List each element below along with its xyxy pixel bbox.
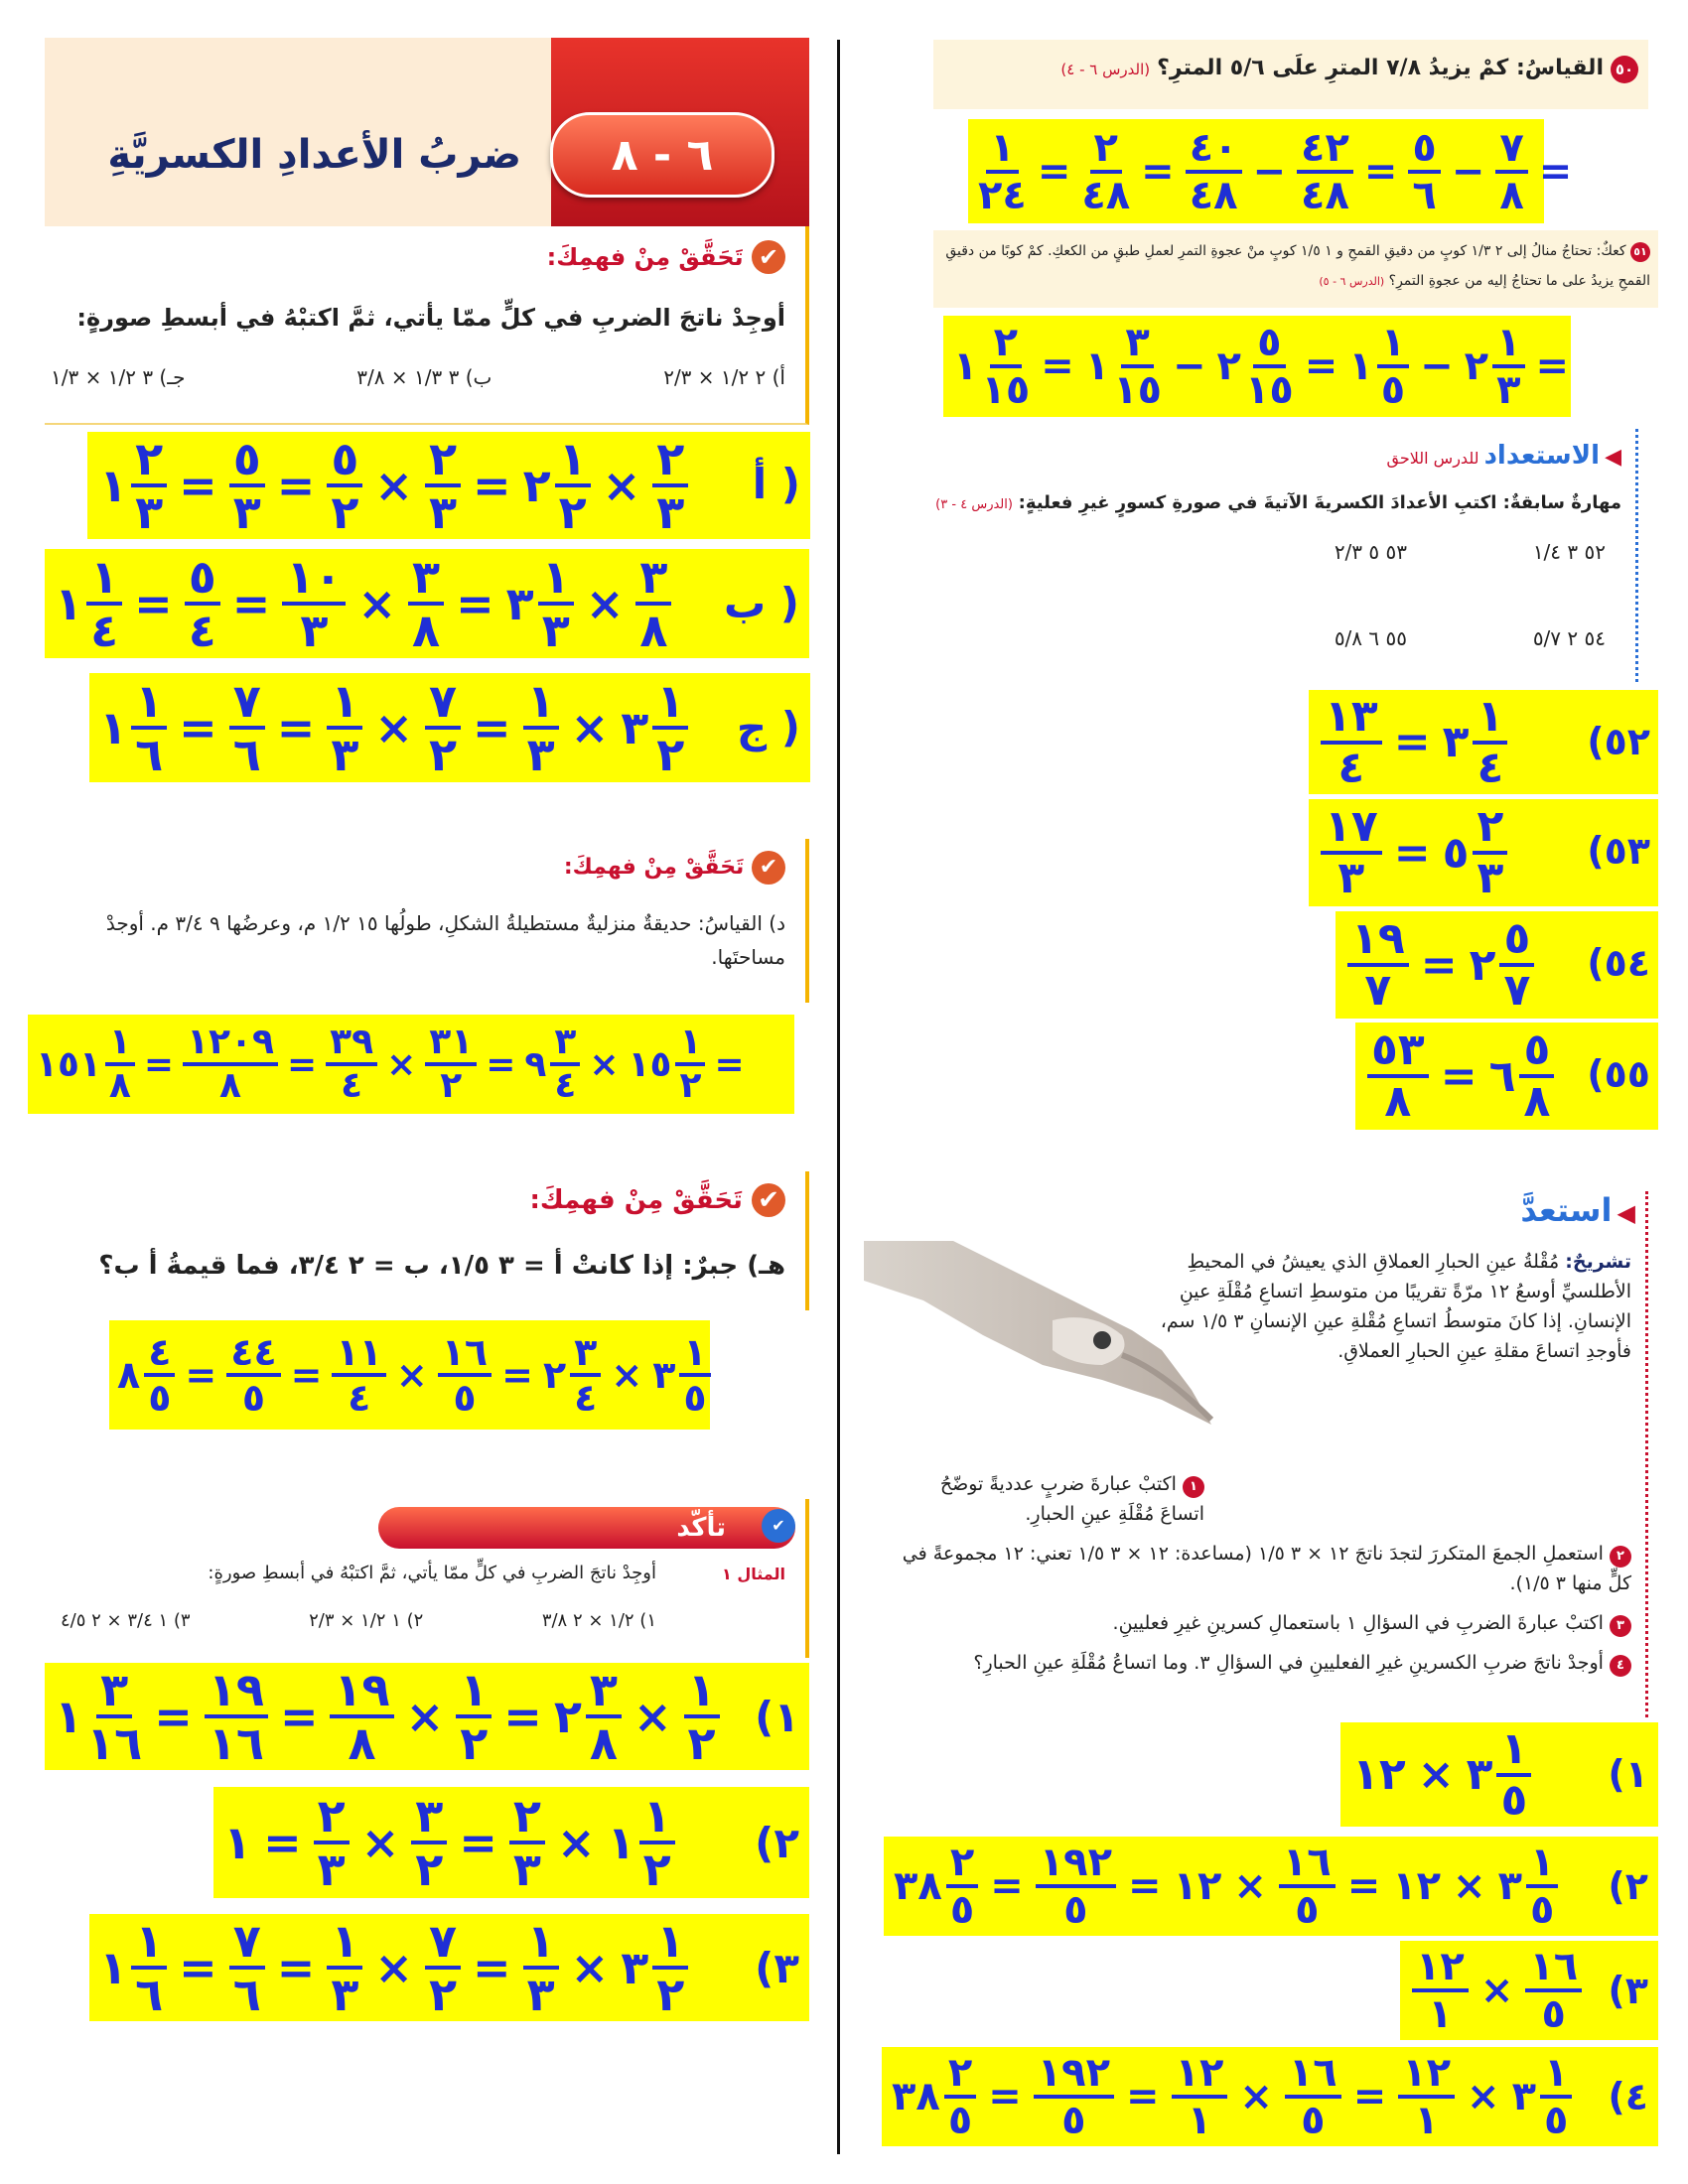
q52-label: (٥٢ [1587,720,1650,763]
prev-items-grid [1208,540,1606,669]
fraction: $\frac{١١}{٤}$ [332,1333,385,1417]
answer-d-result: ١٥١ $\frac{١}{٨}$ [36,1024,135,1104]
lesson-title: ضربُ الأعدادِ الكسريَّةِ [107,132,521,178]
confirm-instruction: أوجِدْ ناتجَ الضربِ في كلٍّ ممّا يأتي، ثمَّ اكتبْهُ في أبسطِ صورةٍ: [208,1563,656,1583]
confirm-panel [45,1499,809,1658]
confirm-item-3: ٣) ١ ٣/٤ × ٢ ٤/٥ [61,1610,191,1631]
q55-label: (٥٥ [1587,1052,1650,1096]
confirm-answer-1-label: (١ [755,1693,799,1741]
confirm-answer-1-result: ١ $\frac{٣}{١٦}$ [55,1663,143,1770]
mixed-number: ١ $\frac{١}{٢}$ [608,1793,675,1892]
answer-c-result: ١ $\frac{١}{٦}$ [99,678,167,777]
q53-answer-equation: $\frac{١٧}{٣}$ = ٥ $\frac{٢}{٣}$ [1321,799,1507,906]
answer-a-box [87,432,810,539]
check1-item-c: جـ) ٣ ١/٢ × ١/٣ [51,365,186,389]
answer-b-label: ب ) [723,579,799,627]
ready-steps [897,1469,1631,1678]
ready-text-block [1115,1247,1631,1366]
fraction: $\frac{١}{٣}$ [523,678,559,777]
ready-answer-4-label: (٤ [1608,2075,1648,2118]
answer-e-box [109,1320,710,1430]
ready-step-2-text: استعملِ الجمعَ المتكررَ لتجدَ ناتجَ ١٢ × ٣ ١/٥ (مساعدة: ١٢ × ٣ ١/٥ تعني: ١٢ مجموعةً في كلٍّ منها ٣ ١/٥). [902,1543,1631,1594]
confirm-answer-1-box [45,1663,809,1770]
confirm-answer-3-equation: ١ $\frac{١}{٦}$ = $\frac{٧}{٦}$ = $\frac{١}{٣}$ × $\frac{٧}{٢}$ = $\frac{١}{٣}$ × ٣ $\frac{١}{٢}$ [99,1914,688,2021]
column-divider [837,40,840,2154]
q54-answer-box [1336,911,1658,1019]
answer-c-box [89,673,810,782]
fraction: $\frac{١}{٣}$ [523,1918,559,2017]
check-heading-2 [90,851,785,885]
ready-answer-3-equation: $\frac{١٢}{١}$ × $\frac{١٦}{٥}$ [1412,1941,1582,2040]
step-1-icon: ١ [1183,1476,1204,1498]
check-icon: ✔ [752,851,785,885]
check3-text: هـ) جبرٌ: إذا كانتْ أ = ٣ ١/٥، ب = ٢ ٣/٤، فما قيمةُ أ ب؟ [98,1251,785,1281]
fraction: $\frac{١٩٢}{٥}$ [1036,1843,1116,1930]
q55-answer-result: $\frac{٥٣}{٨}$ [1367,1028,1429,1124]
q50-panel [933,40,1648,109]
prev-item-55: ٥٥ ٦ ٥/٨ [1334,626,1407,650]
check1-instruction: أوجِدْ ناتجَ الضربِ في كلٍّ ممّا يأتي، ثمَّ اكتبْهُ في أبسطِ صورةٍ: [76,304,785,332]
check1-items [51,365,785,389]
prep-heading-row [926,441,1621,471]
answer-a-label: أ ) [752,460,800,508]
fraction: $\frac{١٦}{٥}$ [1279,1843,1336,1930]
q51-ref: (الدرس ٦ - ٥) [1319,275,1385,288]
ready-answer-4-result: ٣٨ $\frac{٢}{٥}$ [892,2053,976,2140]
answer-d-box [28,1015,794,1114]
fraction: $\frac{٢}{٣}$ [509,1793,545,1892]
ready-answer-4-equation: ٣٨ $\frac{٢}{٥}$ = $\frac{١٩٢}{٥}$ = $\frac{١٢}{١}$ × $\frac{١٦}{٥}$ = $\frac{١٢}{١}$ × ٣ $\frac{١}{٥}$ [892,2047,1572,2146]
q55-answer-equation: $\frac{٥٣}{٨}$ = ٦ $\frac{٥}{٨}$ [1367,1023,1554,1130]
fraction: $\frac{١٩٢}{٥}$ [1034,2053,1114,2140]
prev-skill: مهارةٌ سابقةٌ: اكتبِ الأعدادَ الكسريةَ الآتيةَ في صورةِ كسورٍ غيرِ فعليةٍ: [1018,492,1621,513]
fraction: $\frac{١}{٣}$ [327,1918,362,2017]
check-heading-text-2: تَحَقَّقْ مِنْ فهمِكَ: [563,855,745,880]
mixed-number: ٣ $\frac{١}{٤}$ [1443,695,1508,790]
mixed-number: ٣ $\frac{١}{٢}$ [621,1918,688,2017]
check-panel-3 [58,1171,809,1310]
fraction: $\frac{٣١}{٢}$ [425,1024,477,1104]
confirm-item-1: ١) ١/٢ × ٢ ٣/٨ [541,1610,656,1631]
confirm-answer-3-result: ١ $\frac{١}{٦}$ [99,1918,167,2017]
ready-heading-row [1337,1191,1635,1229]
q54-label: (٥٤ [1587,941,1650,985]
fraction: $\frac{١}{٢}$ [684,1667,720,1766]
q51-answer-box [943,316,1571,417]
check-heading-1 [90,240,785,274]
mixed-number: ٥ $\frac{٢}{٣}$ [1443,805,1508,900]
q51-text: كعكٌ: تحتاجُ منالُ إلى ٢ ١/٣ كوبٍ من دقيقِ القمحِ و ١ ١/٥ كوبٍ منْ عجوةِ التمرِ لعملِ طبقٍ من الكعكِ. كمْ كوبًا من دقيقِ القمحِ يزيدُ على ما تحتاجُ إليه من عجوةِ التمرِ؟ [945,243,1650,289]
ready-step-3 [897,1608,1631,1638]
fraction: $\frac{٢}{٣}$ [314,1793,350,1892]
ready-answer-2-result: ٣٨ $\frac{٢}{٥}$ [894,1843,978,1930]
fraction: $\frac{٣٩}{٤}$ [326,1024,377,1104]
ready-step-2 [897,1539,1631,1598]
check-heading-text-3: تَحَقَّقْ مِنْ فهمِكَ: [529,1185,743,1215]
q55-answer-box [1355,1023,1658,1130]
fraction: $\frac{٢}{٣}$ [425,436,461,535]
mixed-number: ٦ $\frac{٥}{٨}$ [1489,1028,1555,1124]
confirm-example: المثال ١ [722,1565,785,1583]
q50-text: القياسُ: كمْ يزيدُ ٧/٨ المترِ علَى ٥/٦ المترِ؟ [1157,56,1604,80]
q51-panel [933,230,1658,308]
prev-item-52: ٥٢ ٣ ١/٤ [1532,540,1606,564]
fraction: $\frac{١٦}{٥}$ [1525,1947,1582,2034]
ready-answer-2-label: (٢ [1608,1864,1648,1908]
mixed-number: ٣ $\frac{١}{٥}$ [1498,1843,1559,1930]
ready-answer-3-box [1400,1941,1658,2040]
q52-answer-box [1309,690,1658,794]
mixed-number: ٢ $\frac{٥}{١٥}$ [1216,320,1294,413]
prev-skill-ref: (الدرس ٤ - ٣) [935,497,1013,512]
q50-answer-box [968,119,1573,223]
q50-ref: (الدرس ٦ - ٤) [1060,61,1151,78]
q53-answer-box [1309,799,1658,906]
answer-e-result: ٨ $\frac{٤}{٥}$ [117,1333,175,1417]
q51-text-row [940,236,1650,297]
confirm-heading: تأكّد [676,1513,726,1543]
check1-item-a: أ) ٢ ١/٢ × ٢/٣ [663,365,785,389]
ready-answer-1-factor: ١٢ [1352,1749,1406,1800]
ready-answer-1-label: (١ [1608,1752,1648,1796]
fraction: $\frac{٣}{٢}$ [411,1793,447,1892]
q52-answer-result: $\frac{١٣}{٤}$ [1321,695,1382,790]
q50-number-icon: ٥٠ [1611,56,1638,83]
ready-step-1-text: اكتبْ عبارةَ ضربٍ عدديةً توضّحُ اتساعَ مُقْلَةِ عينِ الحبارِ. [939,1473,1204,1525]
confirm-items [61,1610,656,1631]
mixed-number: ٣ $\frac{١}{٥}$ [1467,1727,1532,1823]
fraction: $\frac{١٠}{٣}$ [282,554,346,653]
fraction: $\frac{١٦}{٥}$ [438,1333,492,1417]
ready-text: مُقْلةُ عينِ الحبارِ العملاقِ الذي يعيشُ في المحيطِ الأطلسيِّ أوسعُ ١٢ مرّةً تقريبًا من متوسطِ اتساعِ مُقْلَةِ عينِ الإنسانِ. إذا كانَ متوسطُ اتساعِ مُقْلةِ عينِ الإنسانِ ٣ ١/٥ سم، فأوجدِ اتساعَ مقلةِ عينِ الحبارِ العملاقِ. [1160,1251,1631,1362]
mixed-number: ٣ $\frac{١}{٥}$ [652,1333,710,1417]
fraction: $\frac{٥}{٣}$ [229,436,265,535]
fraction: $\frac{٤٢}{٤٨}$ [1297,128,1353,215]
step-4-icon: ٤ [1610,1655,1631,1677]
ready-step-1 [897,1469,1631,1529]
prep-heading: الاستعداد [1483,441,1600,471]
q54-answer-equation: $\frac{١٩}{٧}$ = ٢ $\frac{٥}{٧}$ [1347,911,1534,1019]
mixed-number: ١٥ $\frac{١}{٢}$ [629,1024,706,1104]
q53-answer-result: $\frac{١٧}{٣}$ [1321,805,1382,900]
confirm-bar [378,1507,795,1549]
ready-step-3-text: اكتبْ عبارةَ الضربِ في السؤالِ ١ باستعمالِ كسرينِ غيرِ فعليينِ. [1112,1612,1604,1634]
confirm-answer-3-box [89,1914,809,2021]
confirm-answer-2-box [213,1787,809,1898]
fraction: $\frac{٧}{٢}$ [425,678,461,777]
fraction: $\frac{٧}{٢}$ [425,1918,461,2017]
mixed-number: ٢ $\frac{١}{٢}$ [523,436,591,535]
mixed-number: ٣ $\frac{١}{٥}$ [1512,2053,1573,2140]
answer-b-result: ١ $\frac{١}{٤}$ [55,554,122,653]
fraction: $\frac{٥}{٤}$ [185,554,220,653]
fraction: $\frac{٧}{٨}$ [1495,128,1527,215]
answer-e-equation: ٨ $\frac{٤}{٥}$ = $\frac{٤٤}{٥}$ = $\frac{١١}{٤}$ × $\frac{١٦}{٥}$ = ٢ $\frac{٣}{٤}$ × ٣ $\frac{١}{٥}$ [117,1320,711,1430]
fraction: $\frac{٤٤}{٥}$ [226,1333,280,1417]
q53-label: (٥٣ [1587,829,1650,873]
answer-a-equation: ١ $\frac{٢}{٣}$ = $\frac{٥}{٣}$ = $\frac{٥}{٢}$ × $\frac{٢}{٣}$ = ٢ $\frac{١}{٢}$ × $\frac{٢}{٣}$ [99,432,688,539]
confirm-answer-2-result: ١ [223,1816,252,1869]
answer-c-equation: ١ $\frac{١}{٦}$ = $\frac{٧}{٦}$ = $\frac{١}{٣}$ × $\frac{٧}{٢}$ = $\frac{١}{٣}$ × ٣ $\frac{١}{٢}$ [99,673,688,782]
fraction: $\frac{١٢}{١}$ [1172,2053,1228,2140]
fraction: $\frac{٣}{٨}$ [635,554,671,653]
prev-item-53: ٥٣ ٥ ٢/٣ [1334,540,1407,564]
mixed-number: ٢ $\frac{٣}{٨}$ [554,1667,622,1766]
prev-skill-row [907,492,1621,513]
mixed-number: ٣ $\frac{١}{٣}$ [506,554,574,653]
confirm-answer-1-equation: ١ $\frac{٣}{١٦}$ = $\frac{١٩}{١٦}$ = $\frac{١٩}{٨}$ × $\frac{١}{٢}$ = ٢ $\frac{٣}{٨}$ × $\frac{١}{٢}$ [55,1663,720,1770]
ready-arrow-icon: ◀ [1617,1199,1635,1227]
ready-step-4-text: أوجدْ ناتجَ ضربِ الكسرينِ غيرِ الفعليينِ في السؤالِ ٣. وما اتساعُ مُقْلَةِ عينِ الحبارِ؟ [973,1652,1604,1674]
ready-answer-1-equation: ١٢ × ٣ $\frac{١}{٥}$ [1352,1722,1531,1827]
fraction: $\frac{٧}{٦}$ [229,678,265,777]
q51-number-icon: ٥١ [1630,242,1650,262]
fraction: $\frac{١٢٠٩}{٨}$ [183,1024,278,1104]
fraction: $\frac{١٢}{١}$ [1412,1947,1469,2034]
check-icon: ✔ [752,1183,785,1217]
ready-step-4 [897,1648,1631,1678]
answer-b-equation: ١ $\frac{١}{٤}$ = $\frac{٥}{٤}$ = $\frac{١٠}{٣}$ × $\frac{٣}{٨}$ = ٣ $\frac{١}{٣}$ × $\frac{٣}{٨}$ [55,549,671,658]
q54-answer-result: $\frac{١٩}{٧}$ [1347,917,1409,1013]
q50-answer-equation: $\frac{١}{٢٤}$ = $\frac{٢}{٤٨}$ = $\frac{٤٠}{٤٨}$ − $\frac{٤٢}{٤٨}$ = $\frac{٥}{٦}$ − $\frac{٧}{٨}$ = [978,124,1573,218]
lesson-number-badge [550,112,774,198]
q50-answer-result: $\frac{١}{٢٤}$ [978,124,1027,218]
fraction: $\frac{١٦}{٥}$ [1285,2053,1341,2140]
confirm-answer-2-equation: ١ = $\frac{٢}{٣}$ × $\frac{٣}{٢}$ = $\frac{٢}{٣}$ × ١ $\frac{١}{٢}$ [223,1787,675,1898]
confirm-item-2: ٢) ١ ١/٢ × ٢/٣ [309,1610,424,1631]
check-heading-text-1: تَحَقَّقْ مِنْ فهمِكَ: [546,243,744,271]
ready-answer-1-box [1340,1722,1658,1827]
q51-answer-equation: ١ $\frac{٢}{١٥}$ = ١ $\frac{٣}{١٥}$ − ٢ $\frac{٥}{١٥}$ = ١ $\frac{١}{٥}$ − ٢ $\frac{١}{٣}$ = [953,320,1570,413]
prep-panel [899,429,1638,682]
mixed-number: ٢ $\frac{١}{٣}$ [1465,323,1525,410]
mixed-number: ١ $\frac{٣}{١٥}$ [1084,320,1163,413]
fraction: $\frac{٢}{٣}$ [652,436,688,535]
fraction: $\frac{٧}{٦}$ [229,1918,265,2017]
step-2-icon: ٢ [1610,1546,1631,1568]
mixed-number: ١ $\frac{١}{٥}$ [1348,323,1409,410]
ready-topic: تشريحٌ: [1565,1251,1631,1273]
answer-b-box [45,549,809,658]
fraction: $\frac{١٢}{١}$ [1398,2053,1455,2140]
q50-text-row [943,56,1638,83]
ready-answer-4-box [882,2047,1658,2146]
answer-d-equation: ١٥١ $\frac{١}{٨}$ = $\frac{١٢٠٩}{٨}$ = $\frac{٣٩}{٤}$ × $\frac{٣١}{٢}$ = ٩ $\frac{٣}{٤}$ × ١٥ $\frac{١}{٢}$ = [36,1022,745,1106]
prep-arrow-icon: ◀ [1605,445,1621,470]
confirm-answer-2-label: (٢ [755,1819,799,1867]
ready-answer-2-box [884,1837,1658,1936]
mixed-number: ٢ $\frac{٥}{٧}$ [1470,917,1535,1013]
answer-c-label: ج ) [736,703,800,751]
lesson-number: ٦ - ٨ [611,129,714,181]
step-3-icon: ٣ [1610,1615,1631,1637]
answer-a-result: ١ $\frac{٢}{٣}$ [99,436,167,535]
ready-heading: استعدَّ [1520,1191,1613,1229]
fraction: $\frac{١}{٢}$ [456,1667,492,1766]
fraction: $\frac{٤٠}{٤٨}$ [1186,128,1242,215]
prep-sub: للدرس اللاحق [1386,449,1479,468]
q51-answer-result: ١ $\frac{٢}{١٥}$ [953,320,1031,413]
check1-item-b: ب) ٣ ١/٣ × ٣/٨ [356,365,492,389]
confirm-check-icon: ✔ [762,1509,795,1543]
check2-text: د) القياسُ: حديقةٌ منزليةٌ مستطيلةُ الشكلِ، طولُها ١٥ ١/٢ م، وعرضُها ٩ ٣/٤ م. أوجدْ مساحتَها. [105,911,785,969]
fraction: $\frac{١٩}{٨}$ [330,1667,393,1766]
fraction: $\frac{٢}{٤٨}$ [1081,124,1131,218]
check-heading-3 [90,1183,785,1217]
mixed-number: ٩ $\frac{٣}{٤}$ [524,1024,580,1104]
fraction: $\frac{٥}{٦}$ [1408,128,1440,215]
prev-item-54: ٥٤ ٢ ٥/٧ [1532,626,1606,650]
fraction: $\frac{٥}{٢}$ [327,436,362,535]
check-panel-1 [45,226,809,425]
mixed-number: ٢ $\frac{٣}{٤}$ [543,1333,601,1417]
ready-answer-3-label: (٣ [1608,1969,1648,2012]
ready-panel [864,1191,1648,1717]
fraction: $\frac{٣}{٨}$ [408,554,444,653]
check-panel-2 [58,839,809,1003]
check-icon: ✔ [752,240,785,274]
mixed-number: ٣ $\frac{١}{٢}$ [621,678,688,777]
ready-answer-2-equation: ٣٨ $\frac{٢}{٥}$ = $\frac{١٩٢}{٥}$ = ١٢ × $\frac{١٦}{٥}$ = ١٢ × ٣ $\frac{١}{٥}$ [894,1837,1558,1936]
lesson-header [45,38,809,226]
q52-answer-equation: $\frac{١٣}{٤}$ = ٣ $\frac{١}{٤}$ [1321,690,1507,794]
fraction: $\frac{١}{٣}$ [327,678,362,777]
fraction: $\frac{١٩}{١٦}$ [205,1667,268,1766]
confirm-answer-3-label: (٣ [755,1944,799,1992]
